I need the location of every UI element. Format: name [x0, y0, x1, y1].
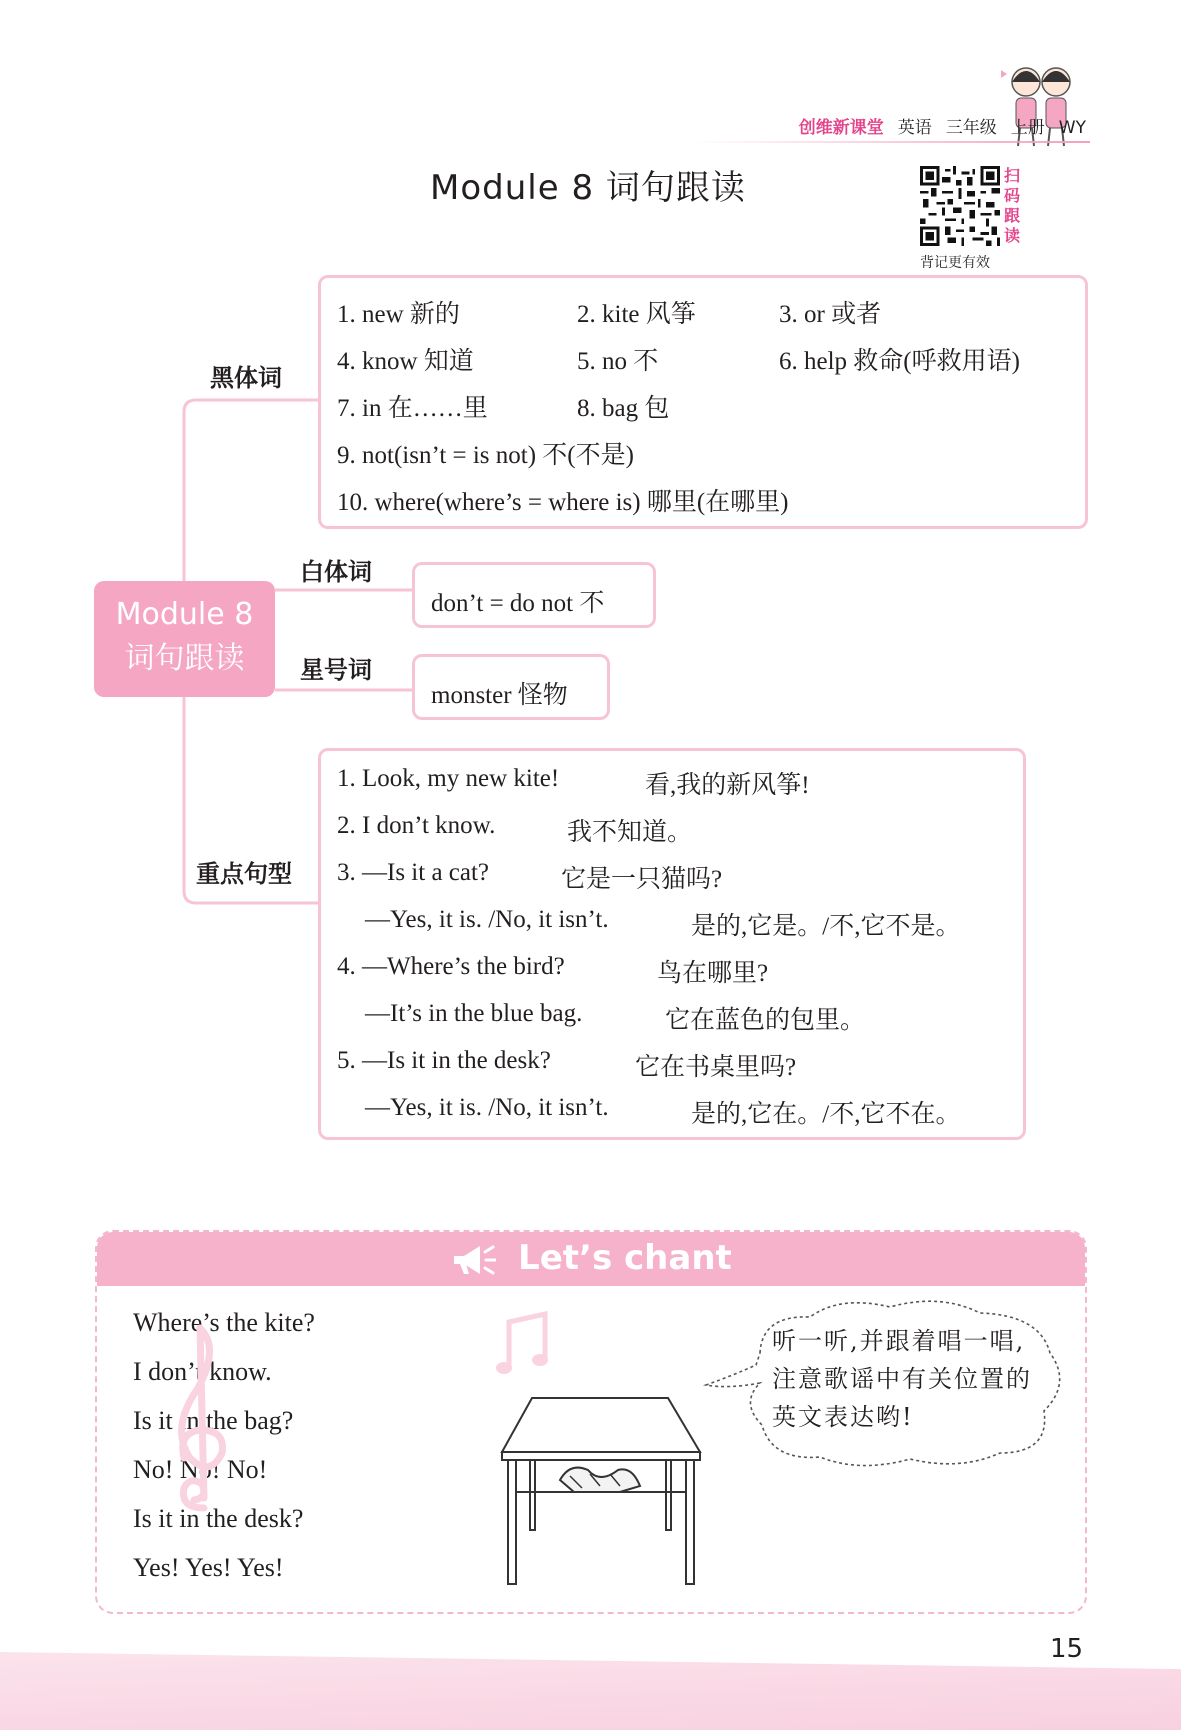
sentence-en: —It’s in the blue bag. [365, 1000, 583, 1027]
megaphone-icon [450, 1242, 496, 1278]
vocab-item: 8. bag 包 [577, 395, 670, 422]
sentence-en: 1. Look, my new kite! [337, 765, 560, 792]
qr-caption: 背记更有效 [920, 255, 990, 271]
chant-line: Where’s the kite? [133, 1308, 315, 1337]
chant-line: Is it in the desk? [133, 1504, 304, 1533]
plain-words-box [412, 562, 656, 628]
thought-bubble-text: 听一听,并跟着唱一唱,注意歌谣中有关位置的英文表达哟! [772, 1327, 1032, 1431]
sentence-en: —Yes, it is. /No, it isn’t. [365, 906, 609, 933]
sentence-zh: 它是一只猫吗? [561, 866, 723, 893]
vocab-item: 2. kite 风筝 [577, 301, 696, 328]
central-line1: Module 8 [115, 597, 254, 632]
chant-line: Is it in the bag? [133, 1406, 294, 1435]
vocab-item: 1. new 新的 [337, 301, 460, 328]
branch-label-hei: 黑体词 [210, 364, 282, 392]
sentence-zh: 看,我的新风筝! [645, 772, 810, 799]
vocab-item: 6. help 救命(呼救用语) [779, 348, 1020, 375]
chant-title [97, 1238, 1085, 1278]
central-node [94, 581, 275, 697]
vocab-item: 5. no 不 [577, 348, 659, 375]
vocab-item: 10. where(where’s = where is) 哪里(在哪里) [337, 489, 789, 516]
sentence-zh: 它在蓝色的包里。 [665, 1007, 866, 1034]
chant-line: Yes! Yes! Yes! [133, 1553, 284, 1582]
starred-words-box [412, 654, 610, 720]
header-grade: 三年级 [945, 118, 997, 138]
page-title: Module 8 词句跟读 [430, 168, 746, 208]
vocab-item: 7. in 在……里 [337, 395, 488, 422]
vocab-item: 9. not(isn’t = is not) 不(不是) [337, 442, 634, 469]
central-line2: 词句跟读 [124, 641, 245, 676]
qr-side-char: 码 [1004, 186, 1021, 205]
vocab-item: don’t = do not 不 [431, 590, 605, 617]
sentence-zh: 是的,它是。/不,它不是。 [691, 913, 961, 940]
desk-illustration [500, 1390, 705, 1590]
header-brand: 创维新课堂 [798, 118, 884, 138]
header-edition: WY [1058, 118, 1086, 138]
chant-line: No! No! No! [133, 1455, 268, 1484]
bold-words-box [318, 275, 1088, 529]
sentence-en: 2. I don’t know. [337, 812, 496, 839]
sentence-en: 4. —Where’s the bird? [337, 953, 565, 980]
header-subject: 英语 [897, 118, 932, 138]
sentence-zh: 我不知道。 [567, 819, 693, 846]
vocab-item: 4. know 知道 [337, 348, 474, 375]
sentence-en: —Yes, it is. /No, it isn’t. [365, 1094, 609, 1121]
vocab-item: monster 怪物 [431, 682, 568, 709]
sentence-zh: 鸟在哪里? [657, 960, 769, 987]
sentence-zh: 是的,它在。/不,它不在。 [691, 1101, 961, 1128]
branch-label-xing: 星号词 [300, 656, 372, 684]
header-volume: 上册 [1010, 118, 1045, 138]
music-note-icon [495, 1310, 555, 1380]
branch-label-bai: 白体词 [300, 558, 372, 586]
vocab-item: 3. or 或者 [779, 301, 882, 328]
sentence-en: 5. —Is it in the desk? [337, 1047, 551, 1074]
treble-clef-icon [160, 1318, 240, 1513]
page-number: 15 [1050, 1634, 1084, 1664]
qr-side-char: 读 [1004, 226, 1021, 245]
chant-line: I don’t know. [133, 1357, 272, 1386]
qr-side-char: 跟 [1004, 206, 1021, 225]
sentence-en: 3. —Is it a cat? [337, 859, 490, 886]
branch-label-zhong: 重点句型 [196, 860, 292, 888]
chant-title-text: Let’s chant [518, 1238, 732, 1278]
qr-side-char: 扫 [1004, 166, 1021, 185]
key-sentences-box [318, 748, 1026, 1140]
sentence-zh: 它在书桌里吗? [635, 1054, 797, 1081]
